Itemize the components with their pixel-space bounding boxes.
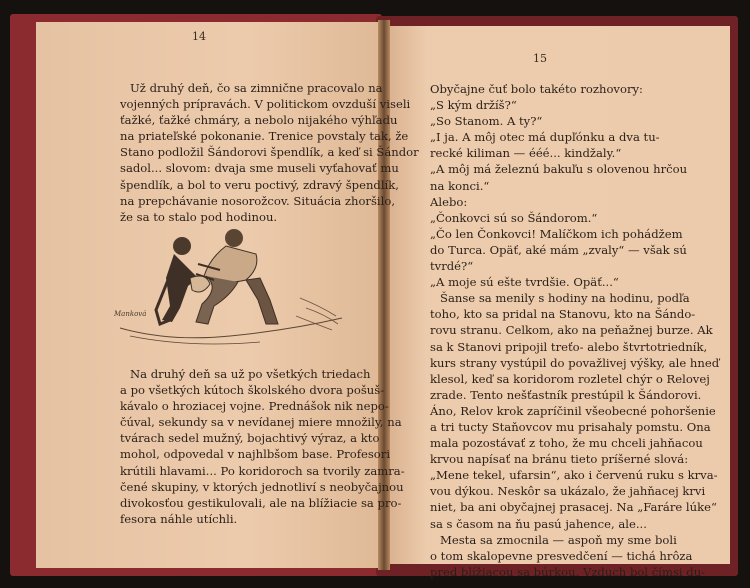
text-line: Áno, Relov krok zapríčinil všeobecné pohoršenie	[430, 403, 716, 418]
text-line: Na druhý deň sa už po všetkých triedach	[130, 367, 371, 381]
text-line: vou dýkou. Neskôr sa ukázalo, že jahňacej krvi	[430, 484, 706, 499]
boys-fighting-illustration	[110, 220, 350, 355]
text-line: a po všetkých kútoch školského dvora pošuš-	[120, 383, 385, 398]
text-line: „A moje sú ešte tvrdšie. Opäť...“	[430, 275, 619, 290]
text-line: „A môj má železnú bakuľu s olovenou hrčou	[430, 162, 688, 177]
text-line: a tri tucty Staňovcov mu prisahaly pomstu. Ona	[430, 419, 711, 434]
text-line: recké kiliman — ééé... kindžaly.“	[430, 146, 622, 161]
text-line: Obyčajne čuť bolo takéto rozhovory:	[430, 82, 643, 96]
text-line: Už druhý deň, čo sa zimnične pracovalo na	[130, 81, 383, 95]
text-line: „Mene tekel, ufarsin“, ako i červenú ruku s krva-	[430, 468, 718, 483]
text-line: klesol, keď sa koridorom rozletel chýr o Relovej	[430, 371, 710, 386]
text-line: o tom skalopevne presvedčení — tichá hrôza	[430, 548, 693, 563]
text-line: sa k Stanovi pripojil treťo- alebo štvrtotriedník,	[430, 339, 708, 354]
text-line: „I ja. A môj otec má dupľónku a dva tu-	[430, 130, 660, 145]
text-line: „Čonkovci sú so Šándorom.“	[430, 210, 598, 225]
text-line: „S kým držíš?“	[430, 98, 517, 113]
text-line: toho, kto sa pridal na Stanovu, kto na Šándo-	[430, 307, 696, 322]
text-line: mohol, odpovedal v najhlbšom base. Profesori	[120, 447, 391, 462]
left-page-bottom-text	[120, 366, 405, 527]
text-line: kávalo o hroziacej vojne. Prednášok nik nepo-	[120, 399, 389, 414]
page-number-right: 15	[533, 52, 547, 65]
text-line: Mesta sa zmocnila — aspoň my sme boli	[440, 532, 677, 547]
text-line: kurs strany vystúpil do považlivej výšky, ale hneď	[430, 355, 720, 370]
text-line: krvou napísať na bránu tieto príšerné slová:	[430, 452, 689, 467]
illustration-signature: Manková	[114, 310, 147, 318]
text-line: rovu stranu. Celkom, ako na peňažnej burze. Ak	[430, 323, 713, 338]
text-line: sadol... slovom: dvaja sme museli vyťahovať mu	[120, 161, 399, 176]
text-line: do Turca. Opäť, aké mám „zvaly“ — však sú	[430, 242, 687, 257]
text-line: „So Stanom. A ty?“	[430, 114, 543, 129]
text-line: ťažké, ťažké chmáry, a nebolo nijakého výhľadu	[120, 113, 398, 128]
text-line: čúval, sekundy sa v nevídanej miere množily, na	[120, 415, 402, 430]
text-line: pred blížiacou sa búrkou. Vzduch bol čímsi du-	[430, 564, 706, 579]
text-line: tvárach sedel mužný, bojachtivý výraz, a kto	[120, 431, 380, 446]
text-line: fesora náhle utíchli.	[120, 511, 238, 526]
text-line: zrade. Tento nešťastník prestúpil k Šándorovi.	[430, 387, 702, 402]
right-page-text	[430, 81, 719, 580]
text-line: mala pozostávať z toho, že mu chceli jahňacou	[430, 436, 703, 451]
text-line: že sa to stalo pod hodinou.	[120, 209, 278, 224]
page-number-left: 14	[192, 30, 206, 43]
text-line: na priateľské pokonanie. Trenice povstaly tak, že	[120, 129, 409, 144]
text-line: sa s časom na ňu pasú jahence, ale...	[430, 516, 647, 531]
text-line: „Čo len Čonkovci! Malíčkom ich pohádžem	[430, 226, 683, 241]
text-line: divokosťou gestikulovali, ale na blížiacie sa pro-	[120, 495, 402, 510]
text-line: krútili hlavami... Po koridoroch sa tvorily zamra-	[120, 463, 405, 478]
text-line: na prepchávanie nosorožcov. Situácia zhoršilo,	[120, 193, 396, 208]
text-line: vojenných prípravách. V politickom ovzduší viseli	[120, 97, 411, 112]
text-line: špendlík, a bol to veru poctivý, zdravý špendlík,	[120, 177, 399, 192]
text-line: Šanse sa menily s hodiny na hodinu, podľa	[440, 291, 690, 306]
text-line: Stano podložil Šándorovi špendlík, a keď si Šándor	[120, 145, 419, 160]
text-line: čené skupiny, v ktorých jednotliví s neobyčajnou	[120, 479, 404, 494]
left-page-top-text	[120, 80, 419, 225]
text-line: tvrdé?“	[430, 259, 474, 274]
text-line: na konci.“	[430, 178, 490, 193]
text-line: Alebo:	[430, 194, 468, 209]
text-line: niet, ba ani obyčajnej prasacej. Na „Faráre lúke“	[430, 500, 717, 515]
